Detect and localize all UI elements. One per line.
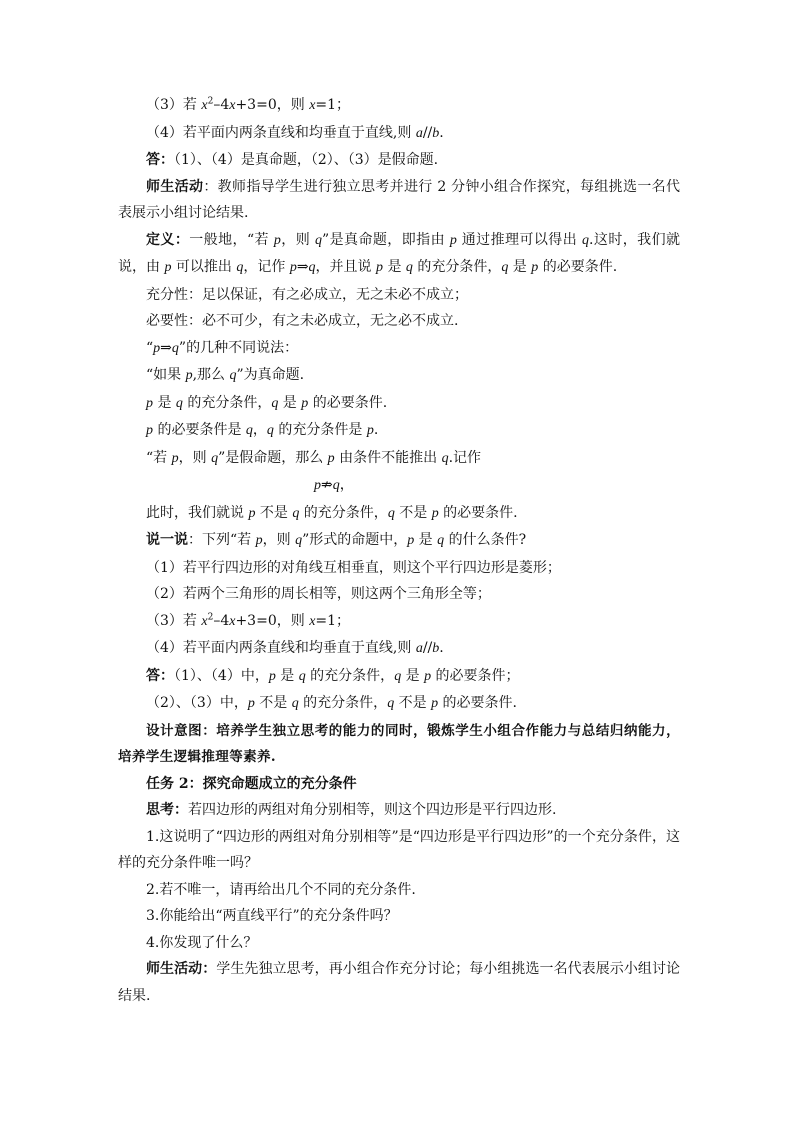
question-4: 4.你发现了什么？ xyxy=(146,934,258,951)
phrasing-1: “如果 p,那么 q”为真命题. xyxy=(146,367,305,383)
definition: 定义：一般地，“若 p，则 q”是真命题，即指由 p 通过推理可以得出 q.这时，我们就说，由 p 可以推出 q，记作 p⇒q，并且说 p 是 q 的充分条件，q 是 p 的必要条件. xyxy=(118,231,681,275)
teacher-activity-1: 师生活动：教师指导学生进行独立思考并进行 2 分钟小组合作探究，每组挑选一名代表展示小组讨论结果. xyxy=(118,178,681,221)
phrasing-3: p 的必要条件是 q，q 的充分条件是 p. xyxy=(146,422,379,438)
discussion-prompt: 说一说：下列“若 p，则 q”形式的命题中，p 是 q 的什么条件? xyxy=(146,532,527,548)
exercise-4: （4）若平面内两条直线和均垂直于直线,则 a//b. xyxy=(146,640,444,656)
design-intent: 设计意图：培养学生独立思考的能力的同时，锻炼学生小组合作能力与总结归纳能力，培养学生逻辑推理等素养. xyxy=(118,722,681,765)
answer-2-continued: （2）、（3）中，p 不是 q 的充分条件，q 不是 p 的必要条件. xyxy=(146,695,517,711)
question-3: 3.你能给出“两直线平行”的充分条件吗？ xyxy=(146,908,398,924)
teacher-activity-2: 师生活动：学生先独立思考，再小组合作充分讨论；每小组挑选一名代表展示小组讨论结果. xyxy=(118,961,681,1004)
document-body xyxy=(118,92,680,1009)
exercise-2: （2）若两个三角形的周长相等，则这两个三角形全等； xyxy=(146,586,491,602)
phrasing-2: p 是 q 的充分条件，q 是 p 的必要条件. xyxy=(146,394,388,411)
answer-1: 答：（1）、（4）是真命题，（2）、（3）是假命题. xyxy=(146,152,439,168)
exercise-3: （3）若 $x^2-4x+3=0$，则 x=1； xyxy=(146,611,351,629)
think-prompt: 思考：若四边形的两组对角分别相等，则这个四边形是平行四边形. xyxy=(146,802,557,818)
task-2-heading: 任务 2：探究命题成立的充分条件 xyxy=(146,775,357,792)
line-condition-3: （3）若 $x^2-4x+3=0$，则 x=1； xyxy=(146,96,351,113)
necessity-note: 必要性：必不可少，有之未必成立，无之必不成立. xyxy=(146,313,459,329)
not-sufficient-note: 此时，我们就说 p 不是 q 的充分条件，q 不是 p 的必要条件. xyxy=(146,504,518,521)
question-2: 2.若不唯一，请再给出几个不同的充分条件. xyxy=(146,881,416,898)
question-1: 1.这说明了“四边形的两组对角分别相等”是“四边形是平行四边形”的一个充分条件，这样的充分条件唯一吗？ xyxy=(118,828,680,871)
answer-2: 答：（1）、（4）中，p 是 q 的充分条件，q 是 p 的必要条件； xyxy=(146,667,520,684)
line-condition-4: （4）若平面内两条直线和均垂直于直线,则 a//b. xyxy=(146,124,444,141)
false-proposition-note: “若 p，则 q”是假命题，那么 p 由条件不能推出 q.记作 xyxy=(146,449,482,466)
not-implies-formula: p⇏q， xyxy=(314,477,354,493)
implication-phrasings-heading: “p⇒q”的几种不同说法： xyxy=(146,339,299,356)
exercise-1: （1）若平行四边形的对角线互相垂直，则这个平行四边形是菱形； xyxy=(146,559,561,576)
sufficiency-note: 充分性：足以保证，有之必成立，无之未必不成立； xyxy=(146,286,468,303)
